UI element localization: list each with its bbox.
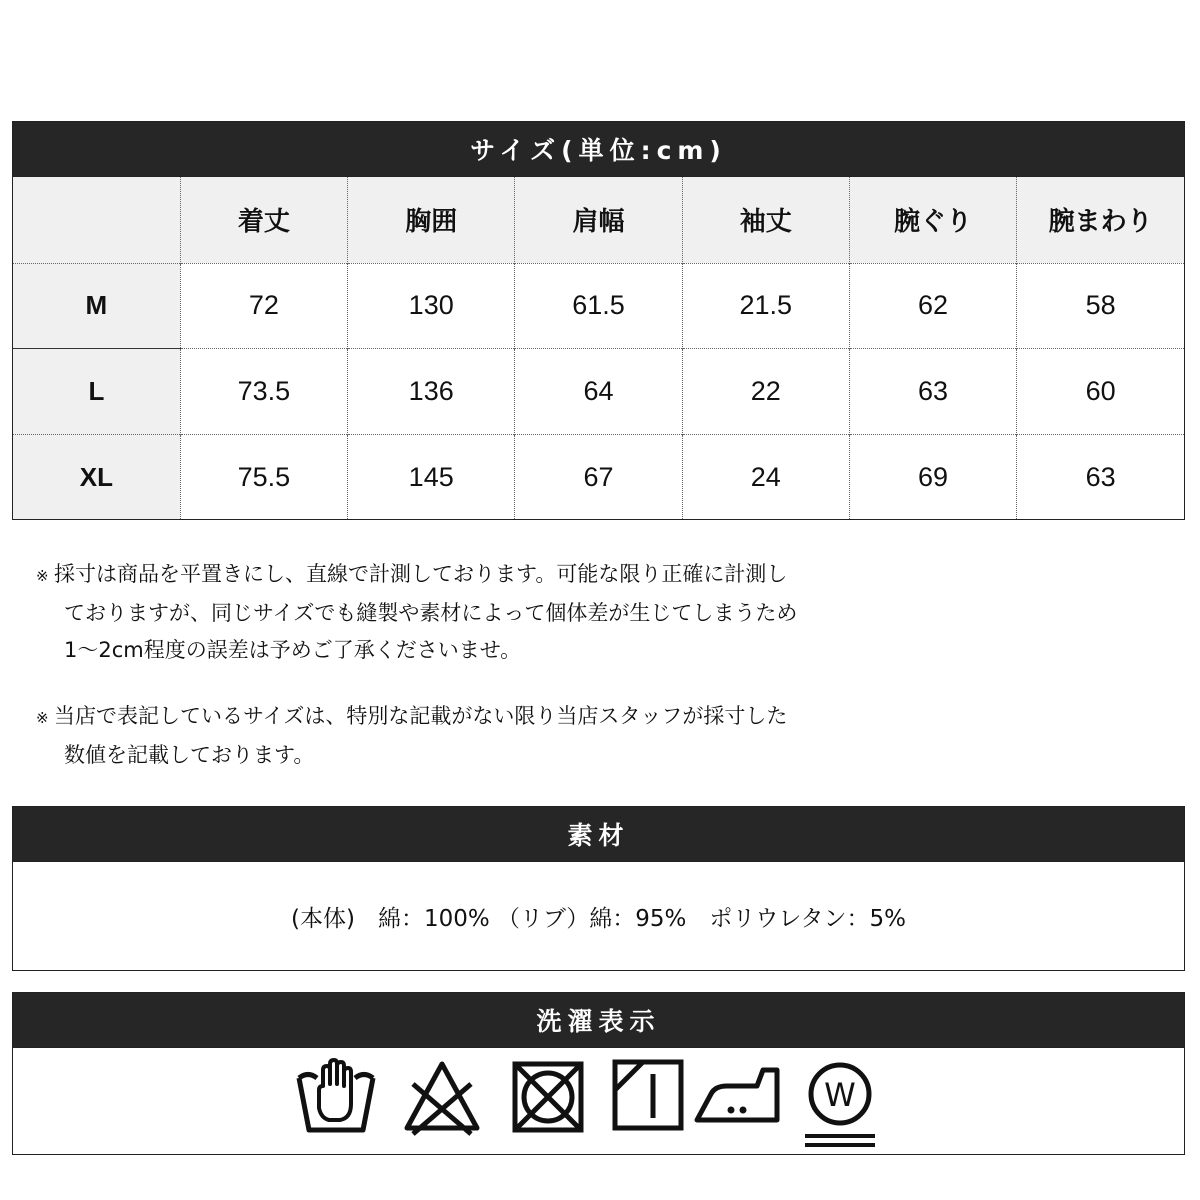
column-header: 袖丈 (682, 177, 849, 263)
size-section-header (12, 121, 1185, 177)
table-cell: 63 (1017, 435, 1184, 519)
size-label: M (13, 263, 180, 349)
size-source-note (36, 698, 936, 774)
wash-section-header (12, 992, 1185, 1048)
table-cell: 72 (180, 263, 347, 349)
note-mark: ※ (36, 709, 49, 727)
table-row (13, 435, 1184, 519)
table-row (13, 349, 1184, 435)
iron-low-icon (693, 1056, 783, 1138)
material-section-title: 素材 (567, 821, 630, 850)
note-mark: ※ (36, 567, 49, 585)
material-section-header (12, 806, 1185, 862)
table-cell: 136 (348, 349, 515, 435)
line-dry-shade-icon (609, 1056, 691, 1138)
table-cell: 60 (1017, 349, 1184, 435)
note-text: ておりますが、同じサイズでも縫製や素材によって個体差が生じてしまうため (64, 601, 798, 625)
table-cell: 61.5 (515, 263, 682, 349)
column-header: 腕ぐり (849, 177, 1016, 263)
table-cell: 130 (348, 263, 515, 349)
table-cell: 69 (849, 435, 1016, 519)
table-cell: 21.5 (682, 263, 849, 349)
size-section-title: サイズ(単位:cm) (470, 136, 727, 165)
table-cell: 64 (515, 349, 682, 435)
table-cell: 73.5 (180, 349, 347, 435)
table-cell: 63 (849, 349, 1016, 435)
note-text: 1〜2cm程度の誤差は予めご了承くださいませ。 (64, 638, 522, 662)
column-header: 腕まわり (1017, 177, 1184, 263)
note-text: 数値を記載しております。 (64, 743, 315, 767)
table-cell: 62 (849, 263, 1016, 349)
column-header: 肩幅 (515, 177, 682, 263)
no-bleach-icon (401, 1056, 483, 1138)
table-cell: 24 (682, 435, 849, 519)
table-cell: 75.5 (180, 435, 347, 519)
wet-clean-letter: W (824, 1076, 856, 1114)
table-cell: 22 (682, 349, 849, 435)
note-text: 採寸は商品を平置きにし、直線で計測しております。可能な限り正確に計測し (54, 562, 788, 586)
measurement-note (36, 556, 936, 669)
size-label: XL (13, 435, 180, 519)
table-row (13, 263, 1184, 349)
size-label: L (13, 349, 180, 435)
table-cell: 58 (1017, 263, 1184, 349)
no-tumble-dry-icon (507, 1056, 589, 1138)
column-header: 着丈 (180, 177, 347, 263)
hand-wash-icon (295, 1056, 377, 1138)
column-header: 胸囲 (348, 177, 515, 263)
table-corner-cell (13, 177, 180, 263)
table-cell: 145 (348, 435, 515, 519)
material-text: (本体) 綿：100% （リブ）綿：95% ポリウレタン：5% (291, 905, 906, 932)
note-text: 当店で表記しているサイズは、特別な記載がない限り当店スタッフが採寸した (54, 704, 788, 728)
material-content (12, 862, 1185, 971)
wash-symbols (12, 1048, 1185, 1155)
size-table (12, 177, 1185, 520)
table-cell: 67 (515, 435, 682, 519)
wash-section-title: 洗濯表示 (536, 1007, 661, 1036)
wet-clean-gentle-icon (799, 1056, 881, 1150)
